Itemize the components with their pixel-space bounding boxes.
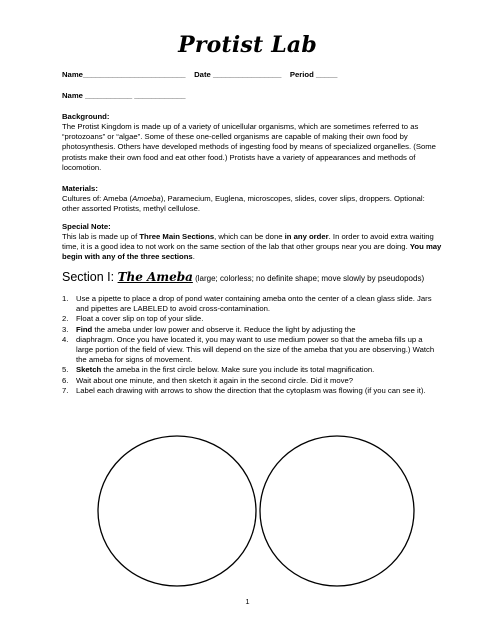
section-1-heading [62,268,424,286]
section-1-prefix: Section I: [62,270,118,284]
section-1-description: (large; colorless; no definite shape; move slowly by pseudopods) [192,274,425,283]
special-note-heading: Special Note: [62,222,111,231]
list-item: 4. diaphragm. Once you have located it, you may want to use medium power so that the ameba fills up a large portion of the field of view. This will depend on the size of the ameba that you are observing.) Watch the ameba for signs of movement. [62,334,435,365]
period-label: Period [289,70,314,79]
background-text: The Protist Kingdom is made up of a variety of unicellular organisms, which are sometimes referred to as “protozoans” or “algae”. Some of these one-celled organisms are capable of making their own food by photosynthesis. Others have developed methods of ingesting food by means of specialized organelles. (Some protists make their own food and eat other food.) Protists have a variety of appearances and methods of locomotion. [62,122,436,172]
special-note-text: This lab is made up of Three Main Sections, which can be done in any order. In order to avoid extra waiting time, it is a good idea to not work on the same section of the lab that other groups near you are doing. You may begin with any of the three sections. [62,232,442,262]
list-item: 7. Label each drawing with arrows to show the direction that the cytoplasm was flowing (if you can see it). [62,385,426,395]
date-blank[interactable]: ________________ [212,70,282,79]
page-number: 1 [245,597,250,606]
period-blank[interactable]: _____ [315,70,338,79]
partner-name-blank[interactable]: ___________ ____________ [85,91,186,100]
section-1-name: The Ameba [117,270,193,284]
procedure-steps [62,294,440,396]
materials-heading: Materials: [62,184,98,193]
partner-name-line [62,91,186,100]
name-blank[interactable]: ________________________ [82,70,186,79]
list-item: 6. Wait about one minute, and then sketch it again in the second circle. Did it move? [62,375,354,385]
date-label: Date [194,70,211,79]
background-heading: Background: [62,112,110,121]
list-item: 1. Use a pipette to place a drop of pond water containing ameba onto the center of a clean glass slide. Jars and pipettes are LABELED to avoid cross-contamination. [62,294,432,314]
list-item: 2. Float a cover slip on top of your slide. [62,314,204,324]
list-item: 5. Sketch the ameba in the first circle below. Make sure you include its total magnification. [62,365,375,375]
amoeba-italic: Amoeba [132,194,161,203]
sketch-circle-2[interactable] [260,436,414,586]
materials-text: Cultures of: Ameba (Amoeba), Paramecium, Euglena, microscopes, slides, cover slips, droppers. Optional: other assorted Protists, methyl cellulose. [62,194,425,214]
name-label: Name [62,70,83,79]
partner-name-label: Name [62,91,83,100]
page-title: Protist Lab [178,32,317,58]
student-info-line [62,70,337,79]
list-item: 3. Find the ameba under low power and observe it. Reduce the light by adjusting the [62,324,356,334]
sketch-circle-1[interactable] [98,436,256,586]
